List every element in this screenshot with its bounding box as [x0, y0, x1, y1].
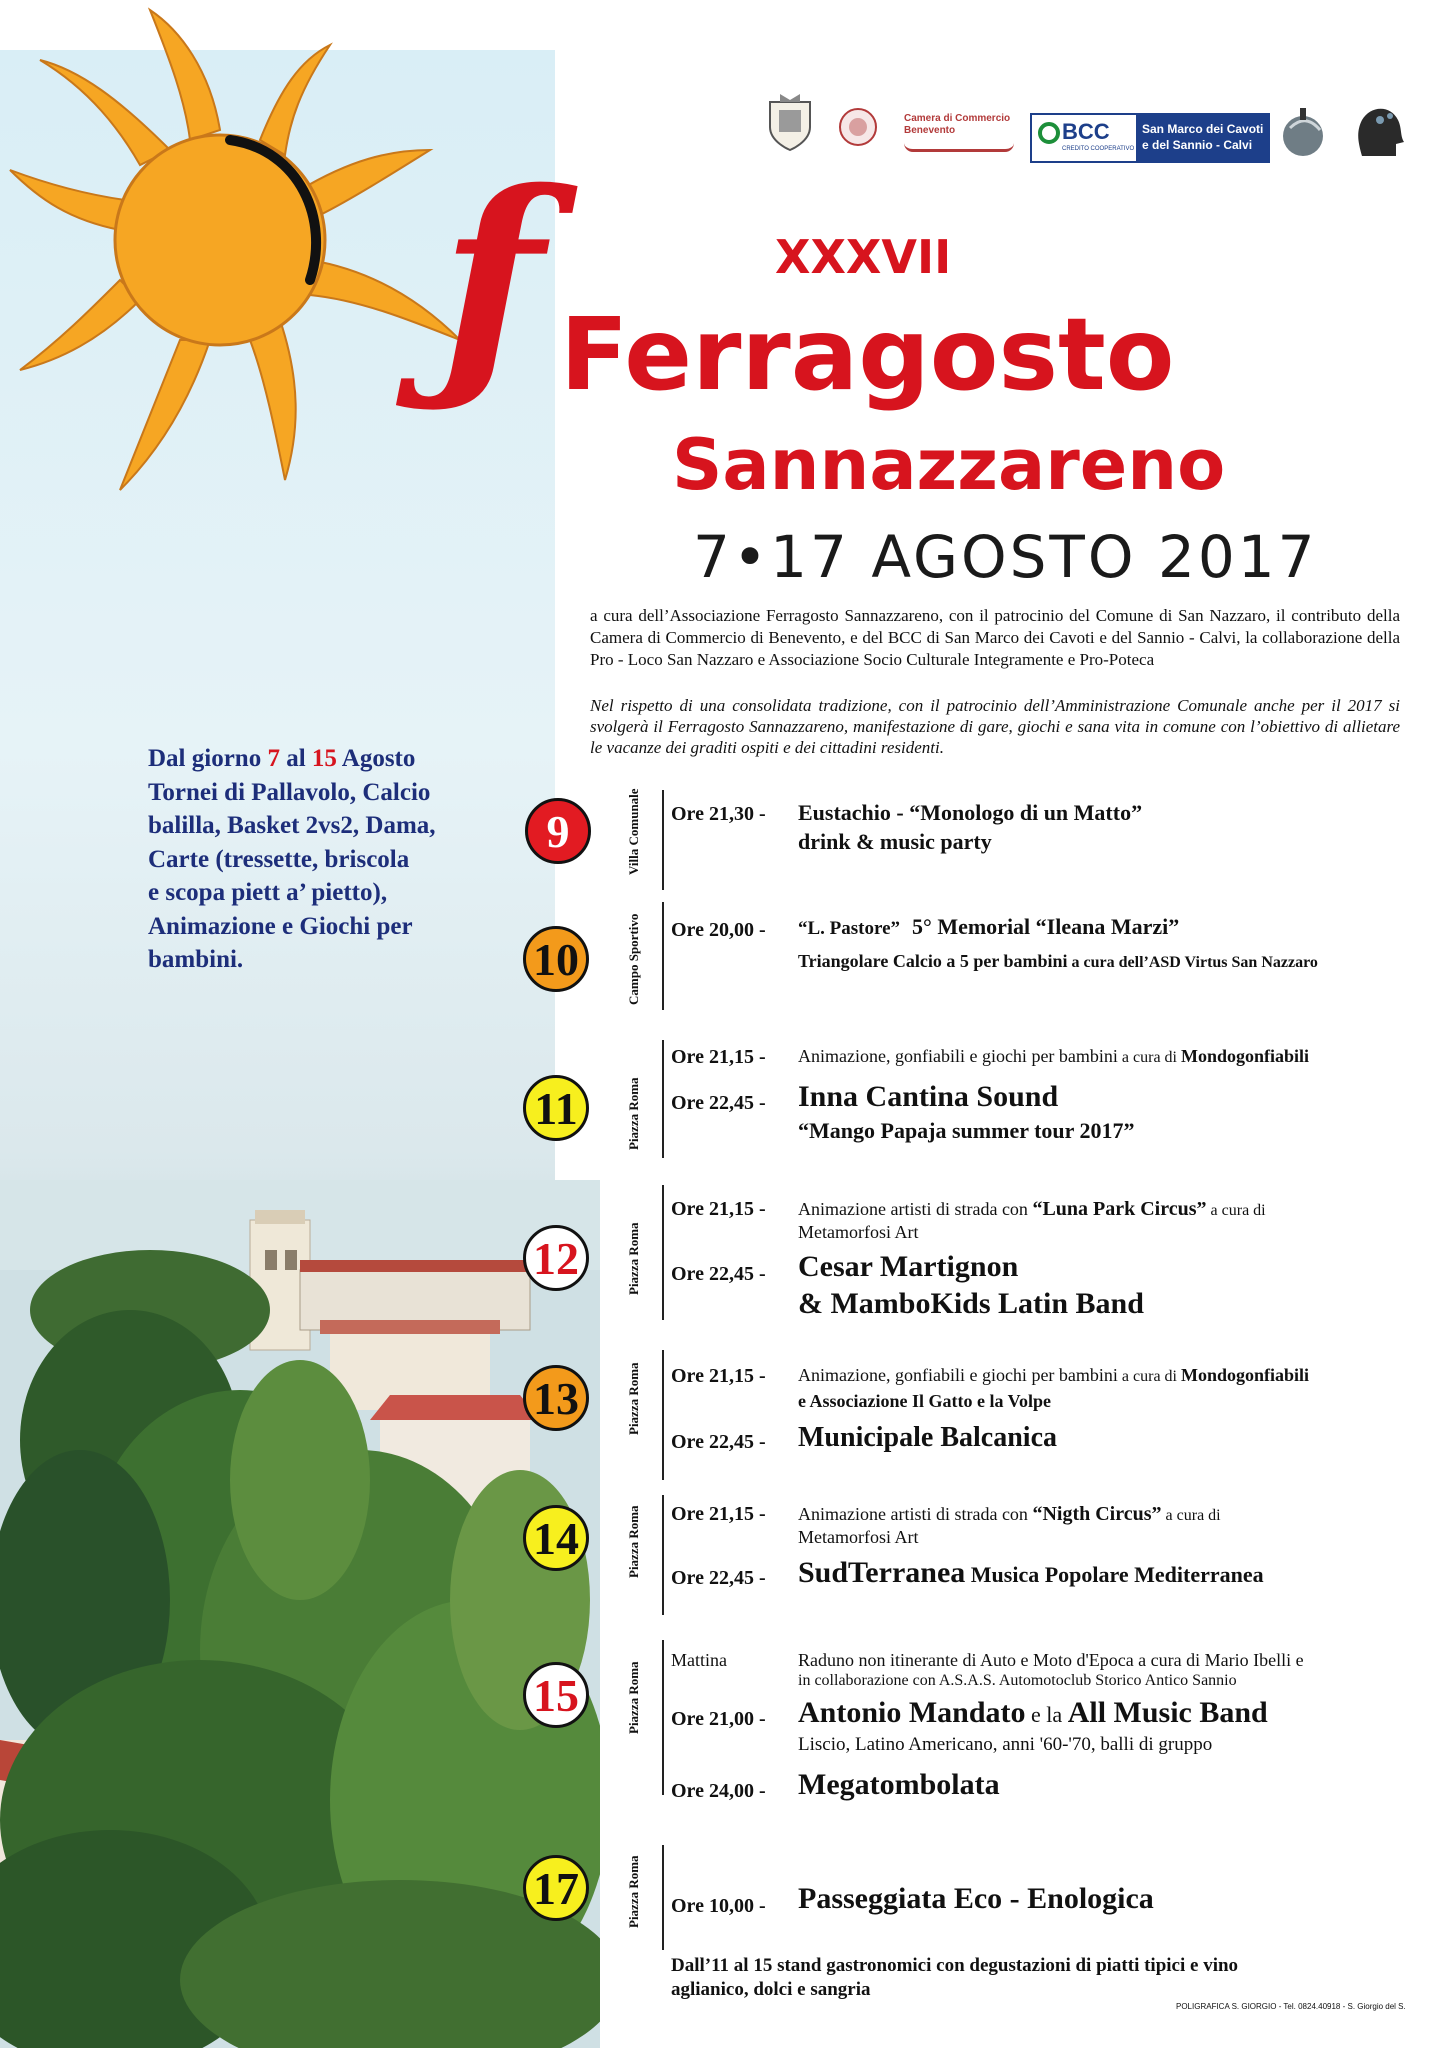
divider-15	[662, 1640, 664, 1795]
bcc-label: BCC	[1062, 119, 1110, 144]
venue-label-14: Piazza Roma	[626, 1505, 641, 1578]
bcc-name-line2: e del Sannio - Calvi	[1142, 138, 1253, 152]
divider-12	[662, 1185, 664, 1320]
intro-tradition: Nel rispetto di una consolidata tradizione, con il patrocinio dell’Amministrazione Comunale anche per il 2017 si svolgerà il Ferragosto Sannazzareno, manifestazione di gare, giochi e sana vita in comune con l’obiettivo di allietare le vacanze dei graditi ospiti e dei cittadini residenti.	[590, 696, 1400, 757]
time-13b: Ore 22,45 -	[671, 1431, 766, 1453]
event-14b: SudTerranea Musica Popolare Mediterranea	[798, 1556, 1264, 1589]
day-badge-13: 13	[523, 1365, 589, 1431]
event-12a: Animazione artisti di strada con “Luna Park Circus” a cura di	[798, 1198, 1266, 1220]
bcc-logo-icon	[1038, 122, 1060, 144]
day-badge-10: 10	[523, 926, 589, 992]
day-badge-15: 15	[523, 1662, 589, 1728]
event-11b-sub: “Mango Papaja summer tour 2017”	[798, 1118, 1135, 1143]
divider-9	[662, 790, 664, 890]
time-17: Ore 10,00 -	[671, 1895, 766, 1917]
logo-comune-crest	[765, 92, 815, 152]
food-stands-note-line2: aglianico, dolci e sangria	[671, 1979, 871, 2000]
time-15b: Ore 21,00 -	[671, 1708, 766, 1730]
chamber-swoosh	[904, 143, 1014, 152]
time-15c: Ore 24,00 -	[671, 1780, 766, 1802]
day-badge-17: 17	[523, 1855, 589, 1921]
time-13a: Ore 21,15 -	[671, 1365, 766, 1387]
chamber-seal-icon	[838, 107, 878, 147]
event-dates: 7•17 AGOSTO 2017	[693, 523, 1318, 591]
day-badge-9: 9	[525, 798, 591, 864]
event-15a-line1: Raduno non itinerante di Auto e Moto d'Epoca a cura di Mario Ibelli e	[798, 1650, 1304, 1670]
chamber-name-line1: Camera di Commercio	[904, 113, 1011, 124]
time-12b: Ore 22,45 -	[671, 1263, 766, 1285]
event-15b-title: Antonio Mandato e la All Music Band	[798, 1696, 1268, 1729]
event-12a-org: Metamorfosi Art	[798, 1222, 919, 1242]
event-14a-org: Metamorfosi Art	[798, 1527, 919, 1547]
time-9: Ore 21,30 -	[671, 803, 766, 825]
event-15c-title: Megatombolata	[798, 1768, 1000, 1801]
event-10-title: “L. Pastore” 5° Memorial “Ileana Marzi”	[798, 914, 1180, 939]
event-17-title: Passeggiata Eco - Enologica	[798, 1882, 1154, 1915]
logo-camera-commercio	[838, 103, 1018, 159]
event-9-sub: drink & music party	[798, 829, 992, 854]
divider-17	[662, 1845, 664, 1950]
globe-icon	[1280, 108, 1326, 160]
tournaments-info: Dal giorno 7 al 15 Agosto Tornei di Pallavolo, Calcio balilla, Basket 2vs2, Dama, Carte (tressette, briscola e scopa piett a’ pietto), Animazione e Giochi per bambini.	[148, 745, 436, 973]
time-10: Ore 20,00 -	[671, 919, 766, 941]
logo-globe	[1280, 108, 1326, 160]
edition-number: XXXVII	[775, 230, 952, 284]
venue-label-12: Piazza Roma	[626, 1222, 641, 1295]
event-15a-line2: in collaborazione con A.S.A.S. Automotoclub Storico Antico Sannio	[798, 1672, 1237, 1689]
event-14a: Animazione artisti di strada con “Nigth Circus” a cura di	[798, 1503, 1221, 1525]
divider-13	[662, 1350, 664, 1480]
day-badge-12: 12	[523, 1225, 589, 1291]
time-11a: Ore 21,15 -	[671, 1046, 766, 1068]
venue-label-13: Piazza Roma	[626, 1362, 641, 1435]
event-12b-title: Cesar Martignon	[798, 1250, 1019, 1283]
event-11a: Animazione, gonfiabili e giochi per bambini a cura di Mondogonfiabili	[798, 1046, 1310, 1066]
chamber-name-line2: Benevento	[904, 125, 956, 136]
logo-bcc	[1030, 113, 1270, 163]
venue-label-10: Campo Sportivo	[626, 913, 641, 1005]
crest-icon	[765, 92, 815, 152]
time-14b: Ore 22,45 -	[671, 1567, 766, 1589]
venue-label-11: Piazza Roma	[626, 1077, 641, 1150]
title-main: Ferragosto	[560, 296, 1175, 413]
title-f-swash: ƒ	[440, 139, 544, 421]
divider-10	[662, 902, 664, 1010]
day-badge-14: 14	[523, 1505, 589, 1571]
title-sub: Sannazzareno	[672, 424, 1226, 506]
time-11b: Ore 22,45 -	[671, 1092, 766, 1114]
event-15b-sub: Liscio, Latino Americano, anni '60-'70, balli di gruppo	[798, 1734, 1213, 1755]
time-14a: Ore 21,15 -	[671, 1503, 766, 1525]
logo-head-silhouette	[1350, 102, 1406, 160]
venue-label-9: Villa Comunale	[626, 788, 641, 875]
event-13a: Animazione, gonfiabili e giochi per bambini a cura di Mondogonfiabili	[798, 1365, 1310, 1385]
event-12b-sub: & MamboKids Latin Band	[798, 1287, 1144, 1320]
intro-credits: a cura dell’Associazione Ferragosto Sannazzareno, con il patrocinio del Comune di San Nazzaro, il contributo della Camera di Commercio di Benevento, e del BCC di San Marco dei Cavoti e del Sannio - Calvi, la collaborazione della Pro - Loco San Nazzaro e Associazione Socio Culturale Integramente e Pro-Poteca	[590, 606, 1400, 669]
divider-14	[662, 1495, 664, 1615]
event-11b-title: Inna Cantina Sound	[798, 1080, 1059, 1113]
event-9-title: Eustachio - “Monologo di un Matto”	[798, 800, 1143, 825]
venue-label-15: Piazza Roma	[626, 1661, 641, 1734]
event-13a-partner: e Associazione Il Gatto e la Volpe	[798, 1391, 1051, 1411]
bcc-name-line1: San Marco dei Cavoti	[1142, 122, 1264, 136]
head-profile-icon	[1350, 102, 1406, 160]
event-10-sub: Triangolare Calcio a 5 per bambini a cura dell’ASD Virtus San Nazzaro	[798, 951, 1318, 971]
printer-credit: POLIGRAFICA S. GIORGIO - Tel. 0824.40918 - S. Giorgio del S.	[1176, 2002, 1406, 2011]
village-landscape-painting	[0, 1180, 600, 2048]
time-15a: Mattina	[671, 1650, 727, 1670]
day-badge-11: 11	[523, 1075, 589, 1141]
event-13b-title: Municipale Balcanica	[798, 1422, 1057, 1453]
bcc-tag: CREDITO COOPERATIVO	[1062, 146, 1135, 152]
divider-11	[662, 1040, 664, 1158]
venue-label-17: Piazza Roma	[626, 1855, 641, 1928]
food-stands-note-line1: Dall’11 al 15 stand gastronomici con degustazioni di piatti tipici e vino	[671, 1955, 1239, 1976]
time-12a: Ore 21,15 -	[671, 1198, 766, 1220]
